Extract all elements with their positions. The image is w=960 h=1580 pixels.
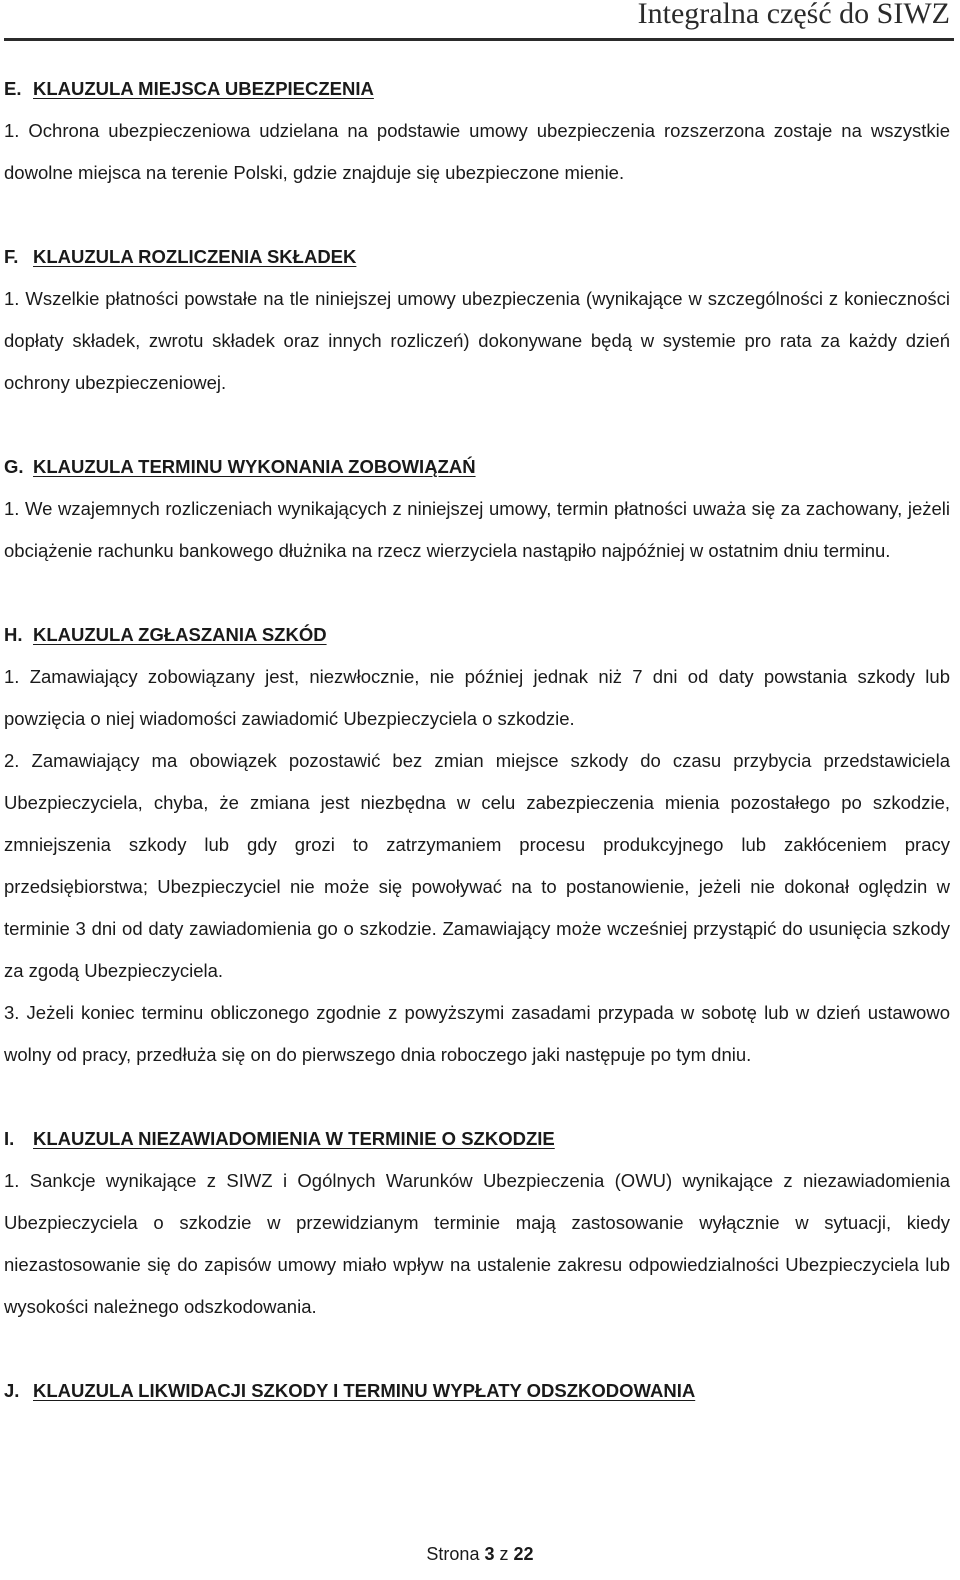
section-heading	[4, 68, 950, 110]
spacer	[4, 1076, 950, 1118]
section-heading	[4, 446, 950, 488]
section-title: KLAUZULA MIEJSCA UBEZPIECZENIA	[33, 78, 374, 99]
paragraph: 1. Sankcje wynikające z SIWZ i Ogólnych Warunków Ubezpieczenia (OWU) wynikające z niezawiadomienia Ubezpieczyciela o szkodzie w przewidzianym terminie mają zastosowanie wyłącznie w sytuacji, kiedy niezastosowanie się do zapisów umowy miało wpływ na ustalenie zakresu odpowiedzialności Ubezpieczyciela lub wysokości należnego odszkodowania.	[4, 1170, 950, 1317]
page-footer	[0, 1544, 960, 1565]
section-title: KLAUZULA LIKWIDACJI SZKODY I TERMINU WYPŁATY ODSZKODOWANIA	[33, 1380, 696, 1401]
spacer	[4, 1328, 950, 1370]
section-letter: F.	[4, 246, 19, 267]
spacer	[4, 572, 950, 614]
section-title: KLAUZULA TERMINU WYKONANIA ZOBOWIĄZAŃ	[33, 456, 476, 477]
paragraph: 2. Zamawiający ma obowiązek pozostawić bez zmian miejsce szkody do czasu przybycia przedstawiciela Ubezpieczyciela, chyba, że zmiana jest niezbędna w celu zabezpieczenia mienia pozostałego po szkodzie, zmniejszenia szkody lub gdy grozi to zatrzymaniem procesu produkcyjnego lub zakłóceniem pracy przedsiębiorstwa; Ubezpieczyciel nie może się powoływać na to postanowienie, jeżeli nie dokonał oględzin w terminie 3 dni od daty zawiadomienia go o szkodzie. Zamawiający może wcześniej przystąpić do usunięcia szkody za zgodą Ubezpieczyciela.	[4, 750, 950, 981]
section-f	[4, 236, 950, 404]
header-title: Integralna część do SIWZ	[637, 0, 950, 30]
paragraph: 1. Zamawiający zobowiązany jest, niezwłocznie, nie później jednak niż 7 dni od daty powstania szkody lub powzięcia o niej wiadomości zawiadomić Ubezpieczyciela o szkodzie.	[4, 666, 950, 729]
section-e	[4, 68, 950, 194]
header-rule	[4, 38, 954, 41]
paragraph: 1. We wzajemnych rozliczeniach wynikających z niniejszej umowy, termin płatności uważa się za zachowany, jeżeli obciążenie rachunku bankowego dłużnika na rzecz wierzyciela nastąpiło najpóźniej w ostatnim dniu terminu.	[4, 498, 950, 561]
section-letter: I.	[4, 1128, 15, 1149]
section-heading	[4, 1118, 950, 1160]
paragraph: 3. Jeżeli koniec terminu obliczonego zgodnie z powyższymi zasadami przypada w sobotę lub w dzień ustawowo wolny od pracy, przedłuża się on do pierwszego dnia roboczego jaki następuje po tym dniu.	[4, 1002, 950, 1065]
spacer	[4, 194, 950, 236]
section-letter: J.	[4, 1380, 20, 1401]
section-i	[4, 1118, 950, 1328]
page-current: 3	[484, 1544, 495, 1564]
section-letter: E.	[4, 78, 22, 99]
section-title: KLAUZULA ZGŁASZANIA SZKÓD	[33, 624, 327, 645]
section-h	[4, 614, 950, 1076]
section-letter: H.	[4, 624, 23, 645]
section-title: KLAUZULA NIEZAWIADOMIENIA W TERMINIE O SZKODZIE	[33, 1128, 555, 1149]
section-g	[4, 446, 950, 572]
document-body	[4, 68, 950, 1412]
section-heading	[4, 1370, 950, 1412]
section-j	[4, 1370, 950, 1412]
page-separator: z	[499, 1544, 509, 1564]
page-label: Strona	[426, 1544, 480, 1564]
page-header	[0, 0, 960, 44]
section-heading	[4, 614, 950, 656]
section-letter: G.	[4, 456, 24, 477]
paragraph: 1. Ochrona ubezpieczeniowa udzielana na podstawie umowy ubezpieczenia rozszerzona zostaje na wszystkie dowolne miejsca na terenie Polski, gdzie znajduje się ubezpieczone mienie.	[4, 120, 950, 183]
section-title: KLAUZULA ROZLICZENIA SKŁADEK	[33, 246, 357, 267]
section-heading	[4, 236, 950, 278]
page-total: 22	[513, 1544, 534, 1564]
spacer	[4, 404, 950, 446]
paragraph: 1. Wszelkie płatności powstałe na tle niniejszej umowy ubezpieczenia (wynikające w szczególności z konieczności dopłaty składek, zwrotu składek oraz innych rozliczeń) dokonywane będą w systemie pro rata za każdy dzień ochrony ubezpieczeniowej.	[4, 288, 950, 393]
